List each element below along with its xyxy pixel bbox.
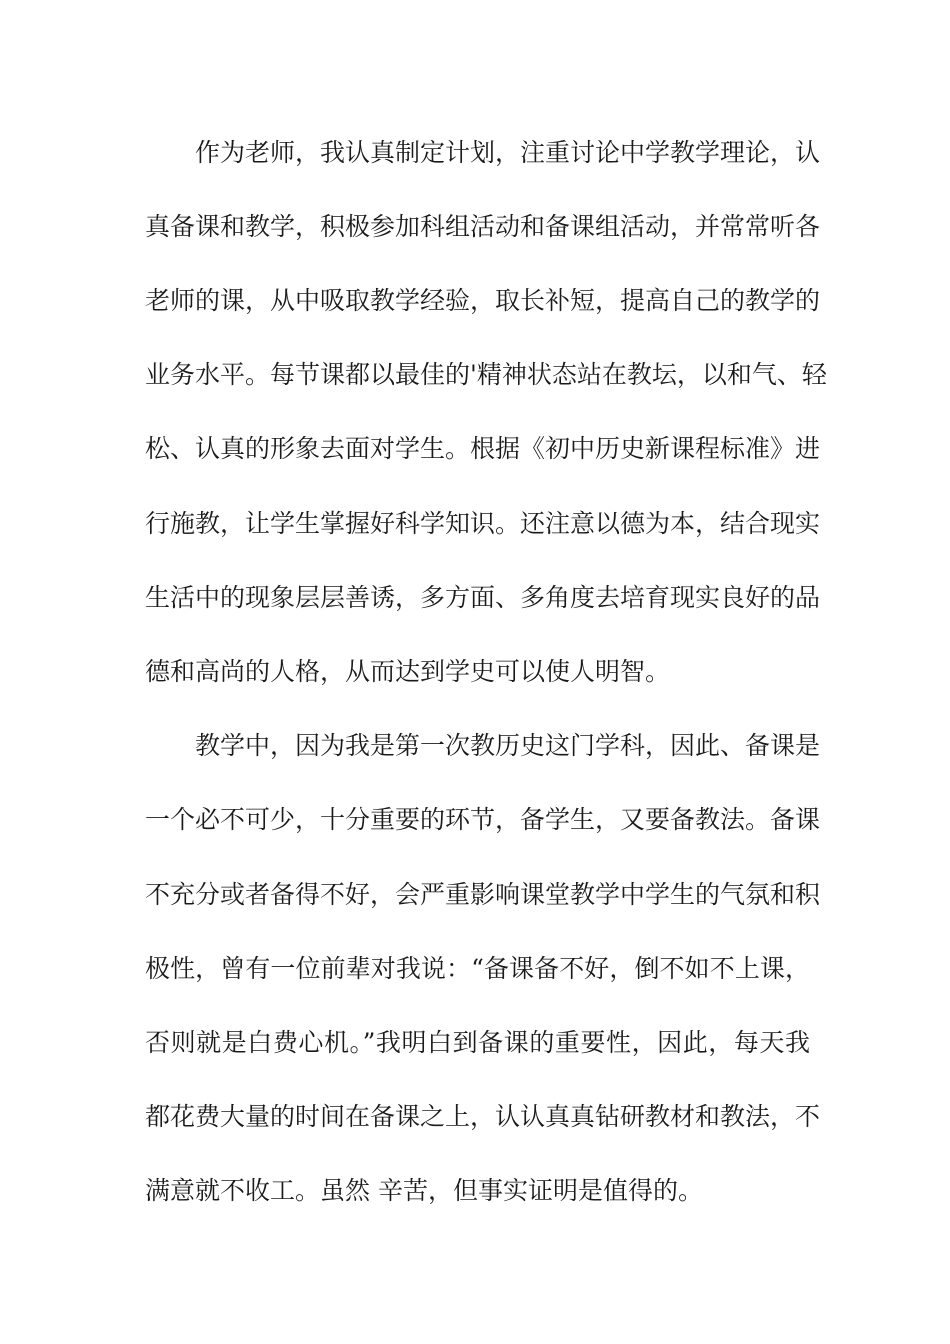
paragraph-line: 一个必不可少，十分重要的环节，备学生，又要备教法。备课	[145, 805, 821, 834]
paragraph-line: 业务水平。每节课都以最佳的'精神状态站在教坛，以和气、轻	[145, 360, 827, 389]
paragraph-line: 不充分或者备得不好，会严重影响课堂教学中学生的气氛和积	[145, 880, 821, 909]
paragraph-line: 作为老师，我认真制定计划，注重讨论中学教学理论，认	[195, 138, 821, 167]
paragraph-line: 满意就不收工。虽然 辛苦，但事实证明是值得的。	[145, 1176, 703, 1205]
paragraph-line: 松、认真的形象去面对学生。根据《初中历史新课程标准》进	[145, 434, 821, 463]
paragraph-line: 极性，曾有一位前辈对我说：“备课备不好，倒不如不上课，	[145, 954, 810, 983]
paragraph-line: 行施教，让学生掌握好科学知识。还注意以德为本，结合现实	[145, 509, 821, 538]
paragraph-line: 老师的课，从中吸取教学经验，取长补短，提高自己的教学的	[145, 286, 821, 315]
paragraph-line: 德和高尚的人格，从而达到学史可以使人明智。	[145, 657, 671, 686]
paragraph-line: 都花费大量的时间在备课之上，认认真真钻研教材和教法，不	[145, 1102, 821, 1131]
paragraph-line: 否则就是白费心机。”我明白到备课的重要性，因此，每天我	[145, 1028, 810, 1057]
paragraph-line: 真备课和教学，积极参加科组活动和备课组活动，并常常听各	[145, 212, 821, 241]
paragraph-line: 生活中的现象层层善诱，多方面、多角度去培育现实良好的品	[145, 583, 821, 612]
paragraph-line: 教学中，因为我是第一次教历史这门学科，因此、备课是	[195, 731, 821, 760]
